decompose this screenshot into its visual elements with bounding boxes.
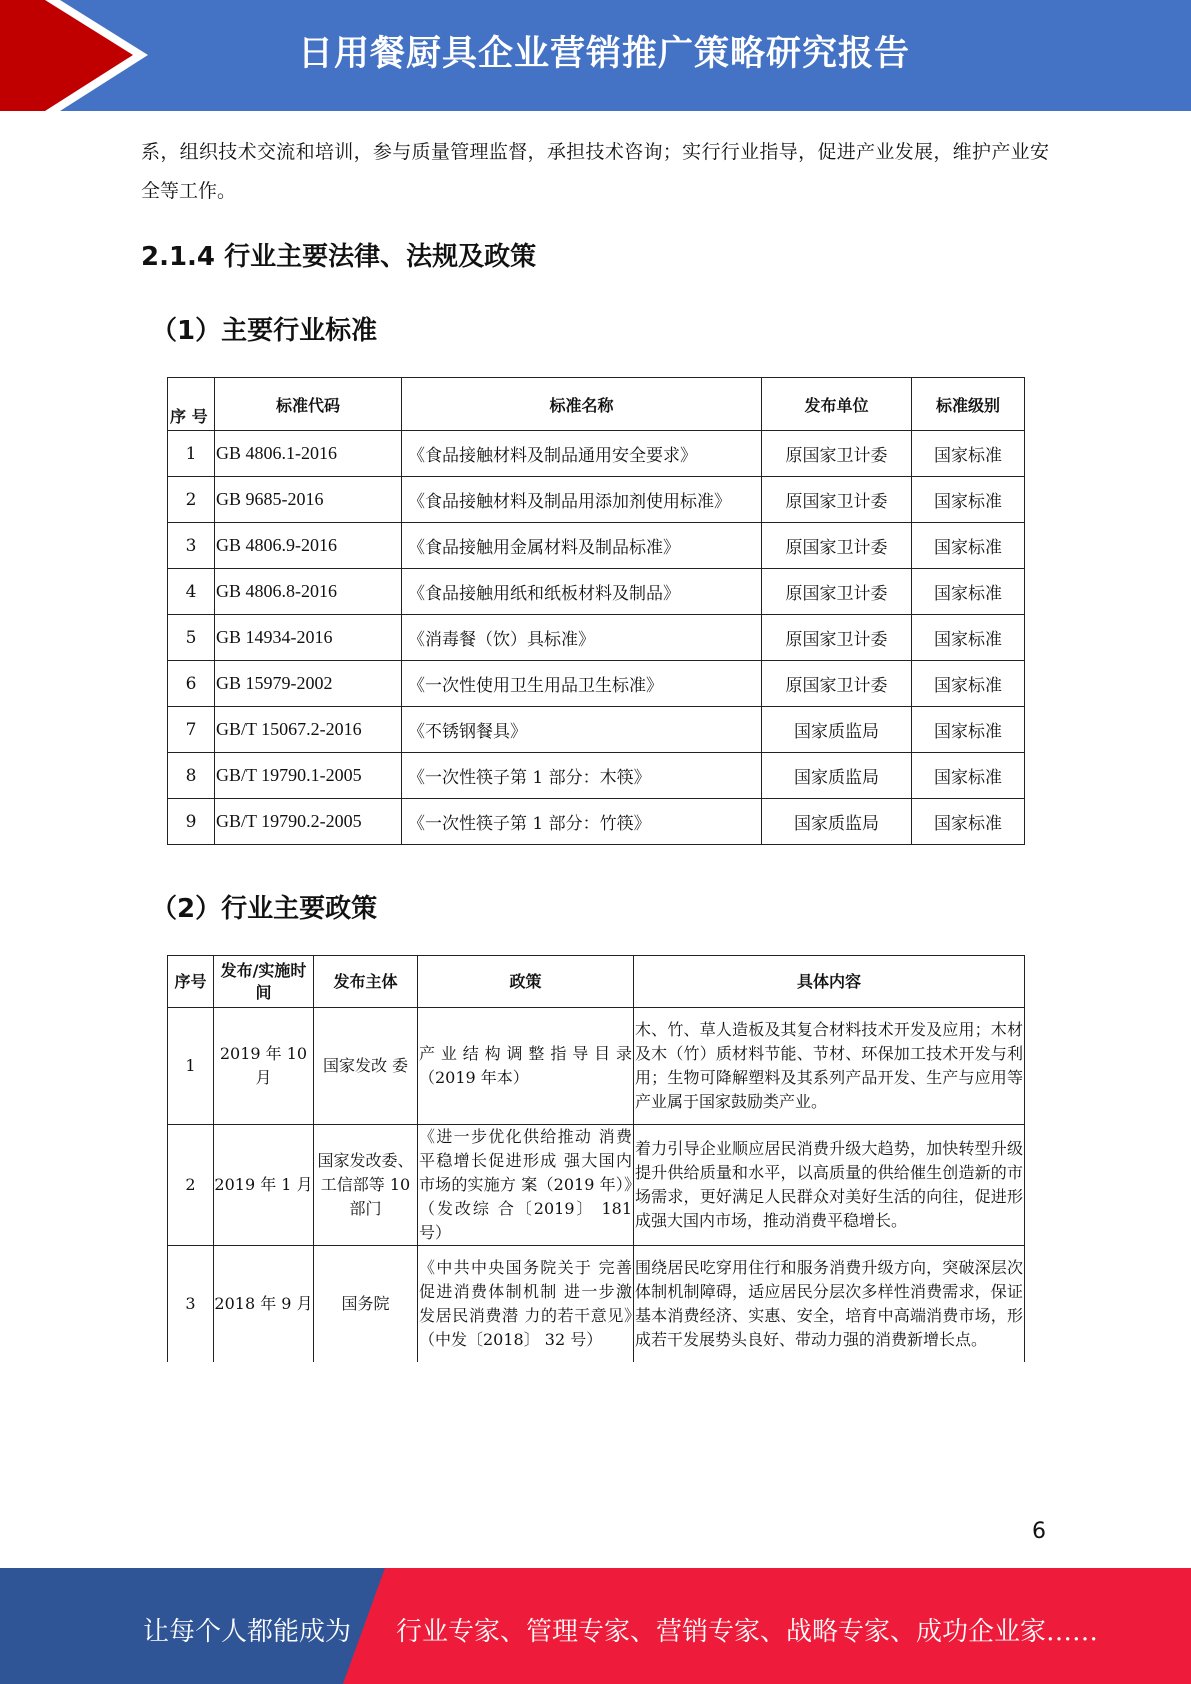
cell-seq: 9 bbox=[168, 799, 215, 845]
cell-publisher: 原国家卫计委 bbox=[762, 615, 912, 661]
header-content: 具体内容 bbox=[634, 956, 1025, 1008]
cell-seq: 1 bbox=[168, 431, 215, 477]
cell-code: GB 4806.1-2016 bbox=[215, 431, 402, 477]
subsection-policy-heading: （2）行业主要政策 bbox=[151, 894, 378, 924]
cell-publisher: 原国家卫计委 bbox=[762, 661, 912, 707]
cell-issuer: 国家发改 委 bbox=[314, 1008, 418, 1125]
header-publisher: 发布单位 bbox=[762, 378, 912, 431]
cell-publisher: 国家质监局 bbox=[762, 753, 912, 799]
table-header-row bbox=[168, 956, 1025, 1008]
cell-code: GB/T 19790.2-2005 bbox=[215, 799, 402, 845]
cell-name: 《一次性使用卫生用品卫生标准》 bbox=[402, 661, 762, 707]
policy-table bbox=[167, 955, 1025, 1362]
table-row bbox=[168, 1246, 1025, 1363]
table-row bbox=[168, 1008, 1025, 1125]
cell-seq: 7 bbox=[168, 707, 215, 753]
cell-level: 国家标准 bbox=[912, 799, 1025, 845]
cell-level: 国家标准 bbox=[912, 569, 1025, 615]
cell-policy: 《中共中央国务院关于 完善促进消费体制机制 进一步激发居民消费潜 力的若干意见》（中发〔2018〕 32 号） bbox=[418, 1246, 634, 1363]
cell-publisher: 原国家卫计委 bbox=[762, 569, 912, 615]
cell-publisher: 原国家卫计委 bbox=[762, 431, 912, 477]
cell-level: 国家标准 bbox=[912, 523, 1025, 569]
cell-seq: 3 bbox=[168, 523, 215, 569]
cell-name: 《食品接触材料及制品用添加剂使用标准》 bbox=[402, 477, 762, 523]
cell-level: 国家标准 bbox=[912, 615, 1025, 661]
table-row bbox=[168, 1125, 1025, 1246]
cell-level: 国家标准 bbox=[912, 431, 1025, 477]
cell-seq: 6 bbox=[168, 661, 215, 707]
cell-content: 木、竹、草人造板及其复合材料技术开发及应用；木材及木（竹）质材料节能、节材、环保加工技术开发与利用；生物可降解塑料及其系列产品开发、生产与应用等产业属于国家鼓励类产业。 bbox=[634, 1008, 1025, 1125]
header-seq: 序号 bbox=[168, 956, 214, 1008]
cell-name: 《食品接触材料及制品通用安全要求》 bbox=[402, 431, 762, 477]
header-banner bbox=[0, 0, 1191, 111]
cell-level: 国家标准 bbox=[912, 753, 1025, 799]
cell-code: GB 9685-2016 bbox=[215, 477, 402, 523]
report-title: 日用餐厨具企业营销推广策略研究报告 bbox=[298, 34, 911, 74]
cell-date: 2019 年 10 月 bbox=[214, 1008, 314, 1125]
intro-paragraph: 系，组织技术交流和培训，参与质量管理监督，承担技术咨询；实行行业指导，促进产业发展，维护产业安全等工作。 bbox=[141, 141, 1049, 202]
cell-issuer: 国家发改委、工信部等 10 部门 bbox=[314, 1125, 418, 1246]
cell-policy: 产业结构调整指导目录（2019 年本） bbox=[418, 1008, 634, 1125]
header-level: 标准级别 bbox=[912, 378, 1025, 431]
cell-seq: 1 bbox=[168, 1008, 214, 1125]
cell-publisher: 原国家卫计委 bbox=[762, 477, 912, 523]
cell-seq: 2 bbox=[168, 1125, 214, 1246]
cell-date: 2018 年 9 月 bbox=[214, 1246, 314, 1363]
table-row bbox=[168, 753, 1025, 799]
table-row bbox=[168, 477, 1025, 523]
table-row bbox=[168, 431, 1025, 477]
header-date: 发布/实施时间 bbox=[214, 956, 314, 1008]
cell-issuer: 国务院 bbox=[314, 1246, 418, 1363]
cell-name: 《一次性筷子第 1 部分：木筷》 bbox=[402, 753, 762, 799]
table-row bbox=[168, 569, 1025, 615]
cell-name: 《不锈钢餐具》 bbox=[402, 707, 762, 753]
cell-name: 《食品接触用纸和纸板材料及制品》 bbox=[402, 569, 762, 615]
table-row bbox=[168, 615, 1025, 661]
cell-code: GB/T 15067.2-2016 bbox=[215, 707, 402, 753]
cell-name: 《一次性筷子第 1 部分：竹筷》 bbox=[402, 799, 762, 845]
cell-publisher: 原国家卫计委 bbox=[762, 523, 912, 569]
cell-date: 2019 年 1 月 bbox=[214, 1125, 314, 1246]
footer-slogan-left: 让每个人都能成为 bbox=[143, 1617, 352, 1647]
cell-name: 《消毒餐（饮）具标准》 bbox=[402, 615, 762, 661]
cell-level: 国家标准 bbox=[912, 477, 1025, 523]
header-policy: 政策 bbox=[418, 956, 634, 1008]
section-heading: 2.1.4 行业主要法律、法规及政策 bbox=[141, 242, 537, 272]
cell-seq: 2 bbox=[168, 477, 215, 523]
header-name: 标准名称 bbox=[402, 378, 762, 431]
cell-publisher: 国家质监局 bbox=[762, 707, 912, 753]
cell-name: 《食品接触用金属材料及制品标准》 bbox=[402, 523, 762, 569]
table-row bbox=[168, 523, 1025, 569]
header-seq: 序 号 bbox=[168, 378, 215, 431]
cell-policy: 《进一步优化供给推动 消费平稳增长促进形成 强大国内市场的实施方 案（2019 年）》（发改综 合〔2019〕 181 号） bbox=[418, 1125, 634, 1246]
cell-seq: 5 bbox=[168, 615, 215, 661]
cell-seq: 3 bbox=[168, 1246, 214, 1363]
table-header-row bbox=[168, 378, 1025, 431]
cell-code: GB 14934-2016 bbox=[215, 615, 402, 661]
cell-code: GB 4806.9-2016 bbox=[215, 523, 402, 569]
standards-table bbox=[167, 377, 1025, 845]
cell-code: GB 15979-2002 bbox=[215, 661, 402, 707]
cell-level: 国家标准 bbox=[912, 707, 1025, 753]
cell-seq: 8 bbox=[168, 753, 215, 799]
cell-content: 围绕居民吃穿用住行和服务消费升级方向，突破深层次体制机制障碍，适应居民分层次多样性消费需求，保证基本消费经济、实惠、安全，培育中高端消费市场，形成若干发展势头良好、带动力强的消费新增长点。 bbox=[634, 1246, 1025, 1363]
table-row bbox=[168, 661, 1025, 707]
cell-level: 国家标准 bbox=[912, 661, 1025, 707]
cell-code: GB 4806.8-2016 bbox=[215, 569, 402, 615]
cell-code: GB/T 19790.1-2005 bbox=[215, 753, 402, 799]
footer-slogan-right: 行业专家、管理专家、营销专家、战略专家、成功企业家…… bbox=[396, 1617, 1099, 1647]
footer-banner bbox=[0, 1568, 1191, 1684]
header-issuer: 发布主体 bbox=[314, 956, 418, 1008]
subsection-standards-heading: （1）主要行业标准 bbox=[151, 316, 378, 346]
cell-publisher: 国家质监局 bbox=[762, 799, 912, 845]
cell-seq: 4 bbox=[168, 569, 215, 615]
page-number: 6 bbox=[1032, 1519, 1046, 1544]
table-row bbox=[168, 707, 1025, 753]
header-code: 标准代码 bbox=[215, 378, 402, 431]
cell-content: 着力引导企业顺应居民消费升级大趋势，加快转型升级提升供给质量和水平，以高质量的供给催生创造新的市场需求，更好满足人民群众对美好生活的向往，促进形成强大国内市场，推动消费平稳增长。 bbox=[634, 1125, 1025, 1246]
table-row bbox=[168, 799, 1025, 845]
